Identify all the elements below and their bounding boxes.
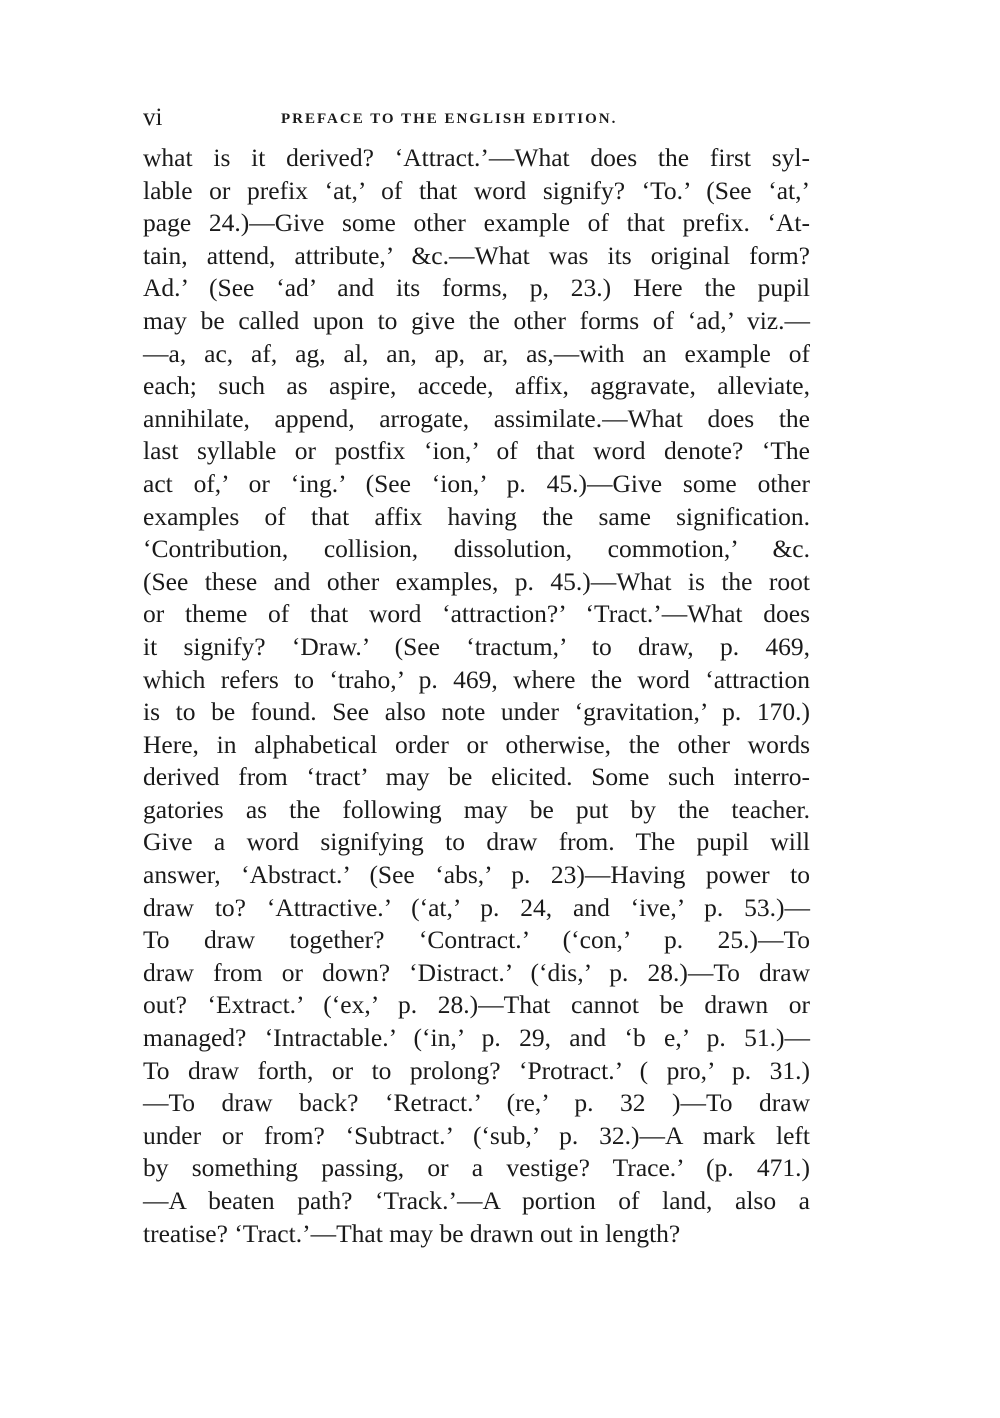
text-line: annihilate, append, arrogate, assimilate.—What does the bbox=[143, 403, 810, 433]
text-line: ‘Contribution, collision, dissolution, commotion,’ &c. bbox=[143, 534, 810, 564]
text-line: is to be found. See also note under ‘gravitation,’ p. 170.) bbox=[143, 697, 810, 727]
text-line: may be called upon to give the other forms of ‘ad,’ viz.— bbox=[143, 305, 810, 335]
text-line: draw to? ‘Attractive.’ (‘at,’ p. 24, and ‘ive,’ p. 53.)— bbox=[143, 892, 810, 922]
text-line: (See these and other examples, p. 45.)—What is the root bbox=[143, 566, 810, 596]
text-line: Give a word signifying to draw from. The pupil will bbox=[143, 827, 810, 857]
page-number: vi bbox=[143, 104, 163, 131]
text-line: lable or prefix ‘at,’ of that word signify? ‘To.’ (See ‘at,’ bbox=[143, 175, 810, 205]
text-line: draw from or down? ‘Distract.’ (‘dis,’ p. 28.)—To draw bbox=[143, 957, 810, 987]
text-line: —a, ac, af, ag, al, an, ap, ar, as,—with an example of bbox=[143, 338, 810, 368]
text-line: tain, attend, attribute,’ &c.—What was its original form? bbox=[143, 240, 810, 270]
text-line: Ad.’ (See ‘ad’ and its forms, p, 23.) Here the pupil bbox=[143, 273, 810, 303]
text-line: under or from? ‘Subtract.’ (‘sub,’ p. 32.)—A mark left bbox=[143, 1120, 810, 1150]
text-line: it signify? ‘Draw.’ (See ‘tractum,’ to draw, p. 469, bbox=[143, 631, 810, 661]
text-line: what is it derived? ‘Attract.’—What does the first syl- bbox=[143, 143, 810, 172]
text-line: page 24.)—Give some other example of that prefix. ‘At- bbox=[143, 208, 810, 238]
text-line: derived from ‘tract’ may be elicited. Some such interro- bbox=[143, 762, 810, 792]
text-line: examples of that affix having the same signification. bbox=[143, 501, 810, 531]
text-line: by something passing, or a vestige? Trace.’ (p. 471.) bbox=[143, 1153, 810, 1183]
running-title: PREFACE TO THE ENGLISH EDITION. bbox=[281, 111, 618, 127]
text-line: each; such as aspire, accede, affix, aggravate, alleviate, bbox=[143, 371, 810, 401]
body-text bbox=[143, 142, 810, 1250]
text-line: last syllable or postfix ‘ion,’ of that word denote? ‘The bbox=[143, 436, 810, 466]
text-line: answer, ‘Abstract.’ (See ‘abs,’ p. 23)—Having power to bbox=[143, 860, 810, 890]
text-line: —A beaten path? ‘Track.’—A portion of land, also a bbox=[143, 1186, 810, 1215]
text-line: gatories as the following may be put by the teacher. bbox=[143, 794, 810, 824]
text-line: —To draw back? ‘Retract.’ (re,’ p. 32 )—To draw bbox=[143, 1088, 810, 1118]
text-line: out? ‘Extract.’ (‘ex,’ p. 28.)—That cannot be drawn or bbox=[143, 990, 810, 1020]
text-line: or theme of that word ‘attraction?’ ‘Tract.’—What does bbox=[143, 599, 810, 629]
text-line: which refers to ‘traho,’ p. 469, where the word ‘attraction bbox=[143, 664, 810, 694]
text-line: treatise? ‘Tract.’—That may be drawn out in length? bbox=[143, 1218, 681, 1248]
text-line: To draw together? ‘Contract.’ (‘con,’ p. 25.)—To bbox=[143, 925, 810, 955]
text-line: Here, in alphabetical order or otherwise, the other words bbox=[143, 729, 810, 759]
text-line: To draw forth, or to prolong? ‘Protract.’ ( pro,’ p. 31.) bbox=[143, 1055, 810, 1085]
text-line: act of,’ or ‘ing.’ (See ‘ion,’ p. 45.)—Give some other bbox=[143, 468, 810, 498]
running-head bbox=[143, 104, 823, 132]
text-line: managed? ‘Intractable.’ (‘in,’ p. 29, and ‘b e,’ p. 51.)— bbox=[143, 1023, 810, 1053]
